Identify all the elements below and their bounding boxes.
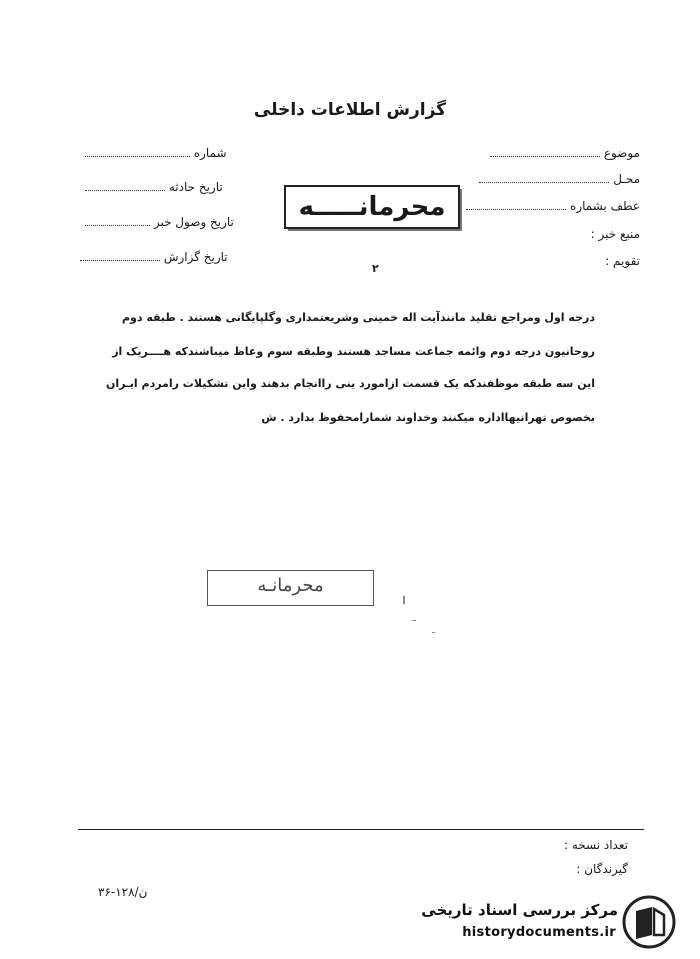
ref-number-field [466,199,640,213]
place-field [479,172,640,186]
copies-label: تعداد نسخه : [563,838,628,852]
number-dots [85,146,190,157]
report-date-field [80,250,228,264]
confidential-stamp-faint: محرمانـه [207,570,374,606]
confidential-stamp: محرمانـــــه [284,185,460,229]
document-title: گزارش اطلاعات داخلی [253,100,447,120]
page-number: ۲ [372,262,379,275]
receipt-date-field [85,215,234,229]
subject-label: موضوع [603,146,640,160]
event-date-field [85,180,223,194]
archive-name: مرکز بررسی اسناد تاریخی [421,901,618,919]
archive-watermark [421,891,680,951]
ref-number-dots [466,199,566,210]
body-line: روحانیون درجه دوم وائمه جماعت مساجد هستند وطبقه سوم وعاظ میباشندکه هــــریک از [112,345,595,358]
document-code: ۳۶-۱۲۸/ن [98,885,148,899]
archive-url: historydocuments.ir [462,925,616,940]
ink-speck [403,596,405,604]
number-field [85,146,227,160]
receipt-date-dots [85,215,150,226]
ref-number-label: عطف بشماره [570,199,640,213]
subject-dots [490,146,600,157]
event-date-label: تاریخ حادثه [168,180,223,194]
archive-logo-icon [622,895,676,949]
receipt-date-label: تاریخ وصول خبر [153,215,234,229]
report-date-label: تاریخ گزارش [163,250,228,264]
calendar-label: تقویم : [605,254,640,268]
place-label: محـل [613,172,640,186]
footer-divider [78,829,644,830]
recipients-label: گیرندگان : [576,862,628,876]
calendar-field [605,254,640,268]
body-line: بخصوص تهرانیهااداره میکنند وخداوند شمارامحفوظ بدارد . ش [261,411,595,424]
body-line: درجه اول ومراجع تقلید مانندآیت اله خمینی وشریعتمداری وگلپایگانی هستند . طبقه دوم [121,311,595,324]
subject-field [490,146,640,160]
ink-speck [432,632,435,633]
source-label: منبع خبر : [590,227,640,241]
report-date-dots [80,250,160,261]
ink-speck [412,620,416,621]
source-field [591,227,640,241]
event-date-dots [85,180,165,191]
number-label: شماره [193,146,227,160]
place-dots [479,172,609,183]
body-line: این سه طبقه موظفندکه یک قسمت ازامورد ینی راانجام بدهند واین تشکیلات رامردم ایـران [106,377,595,390]
